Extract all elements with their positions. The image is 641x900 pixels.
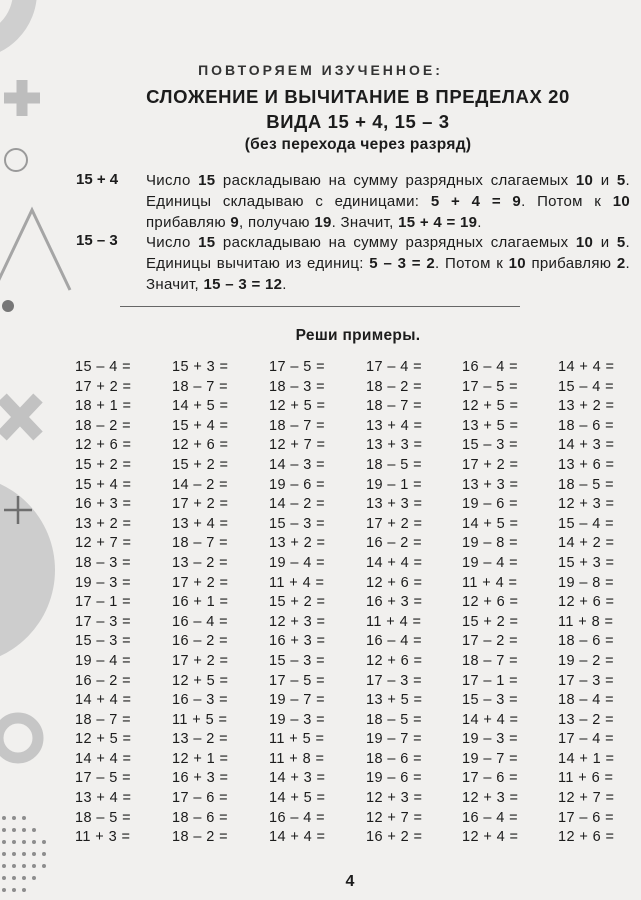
exercise-column-4 (366, 358, 461, 848)
exercise-item: 14 + 4 = (462, 711, 519, 728)
exercise-item: 12 + 4 = (462, 829, 519, 846)
exercise-item: 16 – 4 = (269, 809, 326, 826)
exercise-item: 14 + 4 = (269, 829, 326, 846)
gray-ring-decoration (0, 0, 25, 47)
exercise-item: 19 – 7 = (462, 750, 519, 767)
exercise-item: 18 – 6 = (558, 417, 615, 434)
exercise-column-2 (172, 358, 267, 848)
exercise-item: 19 – 4 = (462, 554, 519, 571)
exercise-item: 18 – 7 = (462, 652, 519, 669)
large-circle-decoration (0, 475, 55, 665)
exercise-item: 18 – 4 = (558, 692, 615, 709)
exercise-item: 15 – 3 = (75, 633, 132, 650)
exercise-item: 18 – 7 = (172, 535, 229, 552)
exercise-item: 17 – 1 = (462, 672, 519, 689)
exercise-item: 18 – 2 = (75, 417, 132, 434)
exercise-item: 15 – 3 = (462, 692, 519, 709)
exercise-item: 13 + 4 = (172, 515, 229, 532)
exercise-item: 17 – 6 = (172, 790, 229, 807)
page-title-line2: ВИДА 15 + 4, 15 – 3 (266, 111, 450, 132)
exercise-item: 19 – 4 = (75, 652, 132, 669)
exercise-item: 16 + 3 = (75, 496, 132, 513)
exercise-item: 18 – 5 = (366, 711, 423, 728)
exercise-item: 17 + 2 = (462, 456, 519, 473)
exercise-item: 19 – 1 = (366, 476, 423, 493)
exercise-item: 16 – 2 = (75, 672, 132, 689)
exercise-item: 18 – 7 = (172, 378, 229, 395)
exercise-item: 11 + 4 = (366, 613, 422, 630)
exercise-item: 12 + 6 = (558, 594, 615, 611)
exercise-item: 17 + 2 = (172, 574, 229, 591)
exercise-item: 16 + 1 = (172, 594, 229, 611)
exercise-item: 14 – 3 = (269, 456, 326, 473)
exercise-item: 14 + 1 = (558, 750, 615, 767)
exercise-item: 15 + 2 = (75, 456, 132, 473)
exercise-item: 14 + 4 = (75, 692, 132, 709)
exercise-item: 14 – 2 = (172, 476, 229, 493)
exercise-item: 14 + 4 = (558, 359, 615, 375)
exercise-item: 17 – 4 = (558, 731, 615, 748)
exercise-item: 19 – 3 = (269, 711, 326, 728)
exercise-item: 14 + 3 = (558, 437, 615, 454)
exercise-item: 11 + 6 = (558, 770, 614, 787)
exercise-item: 16 + 2 = (366, 829, 423, 846)
exercise-item: 12 + 5 = (75, 731, 132, 748)
exercise-item: 14 + 5 = (462, 515, 519, 532)
exercise-item: 11 + 5 = (172, 711, 228, 728)
exercise-item: 17 – 3 = (558, 672, 615, 689)
exercise-item: 12 + 1 = (172, 750, 229, 767)
exercise-item: 19 – 3 = (462, 731, 519, 748)
exercise-item: 11 + 5 = (269, 731, 325, 748)
exercise-item: 13 + 6 = (558, 456, 615, 473)
exercise-item: 15 + 3 = (558, 554, 615, 571)
exercise-item: 13 + 4 = (75, 790, 132, 807)
exercise-item: 17 – 2 = (462, 633, 519, 650)
exercise-item: 12 + 5 = (172, 672, 229, 689)
exercise-column-1 (75, 358, 170, 848)
exercise-item: 19 – 8 = (558, 574, 615, 591)
exercise-item: 13 – 2 = (172, 731, 229, 748)
page-title: СЛОЖЕНИЕ И ВЫЧИТАНИЕ В ПРЕДЕЛАХ 20 (146, 86, 570, 107)
rule-text-subtraction: Число 15 раскладываю на сумму разрядных слагаемых 10 и 5. Единицы вычитаю из единиц: 5 – 3 = 2. Потом к 10 прибавляю 2. Значит, 15 – 3 = 12. (146, 234, 630, 293)
exercise-item: 15 + 2 = (172, 456, 229, 473)
exercise-item: 14 + 3 = (269, 770, 326, 787)
exercise-item: 12 + 6 = (172, 437, 229, 454)
exercise-item: 13 + 5 = (366, 692, 423, 709)
exercise-item: 13 + 2 = (269, 535, 326, 552)
exercise-item: 19 – 7 = (366, 731, 423, 748)
exercise-item: 12 + 6 = (462, 594, 519, 611)
exercise-item: 12 + 3 = (462, 790, 519, 807)
exercise-item: 16 – 4 = (172, 613, 229, 630)
exercise-item: 12 + 6 = (558, 829, 615, 846)
exercise-item: 19 – 2 = (558, 652, 615, 669)
page-number: 4 (345, 873, 355, 890)
exercise-item: 15 + 3 = (172, 359, 229, 375)
exercise-item: 14 – 2 = (269, 496, 326, 513)
exercise-item: 11 + 8 = (269, 750, 325, 767)
exercise-item: 17 + 2 = (75, 378, 132, 395)
exercise-item: 16 + 3 = (366, 594, 423, 611)
gray-ring-lower-decoration (0, 718, 38, 758)
exercise-item: 14 + 4 = (366, 554, 423, 571)
exercise-item: 14 + 5 = (269, 790, 326, 807)
exercise-item: 16 – 4 = (462, 359, 519, 375)
exercise-item: 16 – 3 = (172, 692, 229, 709)
exercise-item: 11 + 4 = (269, 574, 325, 591)
exercise-item: 13 + 4 = (366, 417, 423, 434)
exercise-item: 15 + 4 = (75, 476, 132, 493)
exercise-item: 19 – 7 = (269, 692, 326, 709)
exercise-item: 16 – 2 = (172, 633, 229, 650)
exercise-item: 12 + 3 = (558, 496, 615, 513)
exercise-instruction: Реши примеры. (295, 327, 421, 344)
exercise-item: 18 – 6 = (558, 633, 615, 650)
exercise-item: 18 – 7 = (269, 417, 326, 434)
page-title-note: (без перехода через разряд) (244, 136, 472, 153)
exercise-item: 16 + 3 = (172, 770, 229, 787)
section-divider (120, 306, 520, 307)
exercise-item: 18 – 5 = (558, 476, 615, 493)
exercise-item: 13 + 5 = (462, 417, 519, 434)
triangle-decoration (0, 210, 70, 290)
exercise-item: 19 – 8 = (462, 535, 519, 552)
exercise-item: 18 – 3 = (269, 378, 326, 395)
exercise-item: 15 – 4 = (558, 515, 615, 532)
dot-decoration (2, 300, 14, 312)
exercise-item: 13 – 2 = (172, 554, 229, 571)
exercise-item: 17 + 2 = (172, 496, 229, 513)
exercise-item: 12 + 6 = (366, 652, 423, 669)
exercise-item: 17 – 5 = (269, 672, 326, 689)
exercise-item: 12 + 7 = (366, 809, 423, 826)
exercise-item: 18 – 6 = (366, 750, 423, 767)
exercise-item: 16 – 4 = (366, 633, 423, 650)
exercise-item: 17 – 3 = (75, 613, 132, 630)
exercise-item: 12 + 6 = (75, 437, 132, 454)
exercise-item: 17 + 2 = (366, 515, 423, 532)
exercise-item: 19 – 3 = (75, 574, 132, 591)
exercise-item: 17 – 3 = (366, 672, 423, 689)
exercise-item: 14 + 2 = (558, 535, 615, 552)
exercise-column-6 (558, 358, 641, 848)
exercise-item: 12 + 5 = (462, 398, 519, 415)
exercise-item: 13 + 3 = (366, 496, 423, 513)
exercise-item: 18 – 2 = (366, 378, 423, 395)
exercise-item: 13 – 2 = (558, 711, 615, 728)
exercise-item: 13 + 3 = (366, 437, 423, 454)
exercise-item: 11 + 3 = (75, 829, 131, 846)
exercise-item: 18 – 3 = (75, 554, 132, 571)
exercise-item: 19 – 6 = (269, 476, 326, 493)
exercise-item: 15 – 4 = (75, 359, 132, 375)
exercise-item: 17 – 1 = (75, 594, 132, 611)
exercise-item: 16 + 3 = (269, 633, 326, 650)
exercise-item: 11 + 8 = (558, 613, 614, 630)
exercise-item: 19 – 6 = (462, 496, 519, 513)
exercise-item: 12 + 7 = (75, 535, 132, 552)
exercise-item: 18 – 7 = (366, 398, 423, 415)
exercise-item: 14 + 4 = (75, 750, 132, 767)
exercise-item: 18 – 5 = (366, 456, 423, 473)
exercise-item: 19 – 6 = (366, 770, 423, 787)
exercise-item: 12 + 6 = (366, 574, 423, 591)
exercise-item: 17 + 2 = (172, 652, 229, 669)
rule-label-addition: 15 + 4 (76, 171, 119, 188)
exercise-item: 12 + 3 = (366, 790, 423, 807)
exercise-item: 17 – 4 = (366, 359, 423, 375)
exercise-item: 16 – 2 = (366, 535, 423, 552)
exercise-item: 17 – 5 = (269, 359, 326, 375)
rule-text-addition: Число 15 раскладываю на сумму разрядных слагаемых 10 и 5. Единицы складываю с единицами: 5 + 4 = 9. Потом к 10 прибавляю 9, получаю 19. Значит, 15 + 4 = 19. (146, 172, 631, 231)
section-subtitle: ПОВТОРЯЕМ ИЗУЧЕННОЕ: (198, 62, 443, 78)
exercise-item: 17 – 6 = (558, 809, 615, 826)
rule-label-subtraction: 15 – 3 (76, 232, 118, 249)
exercise-item: 19 – 4 = (269, 554, 326, 571)
exercise-item: 17 – 6 = (462, 770, 519, 787)
exercise-item: 13 + 2 = (75, 515, 132, 532)
exercise-item: 18 – 5 = (75, 809, 132, 826)
exercise-item: 13 + 3 = (462, 476, 519, 493)
exercise-item: 15 – 3 = (462, 437, 519, 454)
exercise-item: 16 – 4 = (462, 809, 519, 826)
exercise-item: 15 + 4 = (172, 417, 229, 434)
exercise-item: 15 + 2 = (269, 594, 326, 611)
exercise-item: 12 + 5 = (269, 398, 326, 415)
exercise-item: 18 – 2 = (172, 829, 229, 846)
exercise-item: 17 – 5 = (75, 770, 132, 787)
exercise-item: 15 – 4 = (558, 378, 615, 395)
exercise-item: 15 – 3 = (269, 652, 326, 669)
exercise-item: 13 + 2 = (558, 398, 615, 415)
exercise-column-5 (462, 358, 557, 848)
exercise-item: 12 + 7 = (558, 790, 615, 807)
exercise-item: 17 – 5 = (462, 378, 519, 395)
exercise-item: 12 + 3 = (269, 613, 326, 630)
exercise-item: 18 – 7 = (75, 711, 132, 728)
exercise-item: 18 – 6 = (172, 809, 229, 826)
exercise-column-3 (269, 358, 364, 848)
exercise-item: 14 + 5 = (172, 398, 229, 415)
exercise-item: 15 + 2 = (462, 613, 519, 630)
exercise-item: 11 + 4 = (462, 574, 518, 591)
exercise-item: 12 + 7 = (269, 437, 326, 454)
exercise-item: 15 – 3 = (269, 515, 326, 532)
cross-decoration (2, 398, 38, 436)
exercise-item: 18 + 1 = (75, 398, 132, 415)
